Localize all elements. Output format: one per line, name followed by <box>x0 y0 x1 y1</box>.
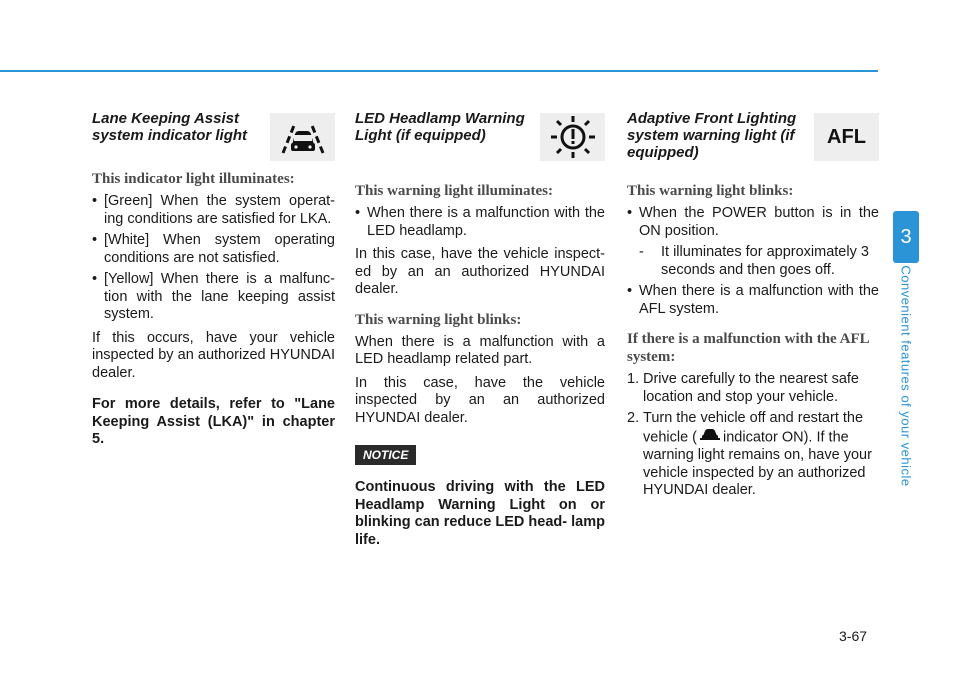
vehicle-indicator-icon <box>700 428 720 448</box>
chapter-title-vertical: Convenient features of your vehicle <box>898 265 914 487</box>
lane-keeping-assist-icon <box>270 113 335 161</box>
subheading-blinks: This warning light blinks: <box>355 311 522 328</box>
section-title-afl: Adaptive Front Lighting system warning light (if equipped) <box>627 110 797 161</box>
list-item: • When there is a malfunction with the AFL system. <box>627 283 879 318</box>
column-led-headlamp <box>355 110 605 555</box>
section-header-afl <box>627 110 879 182</box>
notice-badge: NOTICE <box>355 445 416 465</box>
subheading-illuminates: This indicator light illuminates: <box>92 171 295 187</box>
paragraph: In this case, have the vehicle inspected by an an authorized HYUNDAI dealer. <box>355 374 605 426</box>
led-headlamp-warning-icon <box>540 113 605 161</box>
section-title-led: LED Headlamp Warning Light (if equipped) <box>355 110 525 144</box>
section-header-led <box>355 110 605 170</box>
column-lka <box>92 110 335 455</box>
chapter-number: 3 <box>900 225 912 248</box>
afl-icon-label: AFL <box>827 125 866 148</box>
step-2 <box>627 410 879 500</box>
page-number: 3-67 <box>839 628 868 644</box>
subheading-blinks: This warning light blinks: <box>627 183 794 199</box>
column-afl <box>627 110 879 504</box>
bullet-list <box>627 283 879 318</box>
list-item: • When the POWER button is in the ON position. <box>627 205 879 240</box>
subheading-illuminates: This warning light illuminates: <box>355 183 553 199</box>
section-title-lka: Lane Keeping Assist system indicator light <box>92 110 248 144</box>
step-text: Turn the vehicle off and restart the vehicle ( <box>643 410 864 446</box>
step-1 <box>627 371 879 406</box>
notice-text: Continuous driving with the LED Headlamp Warning Light on or blinking can reduce LED head- lamp life. <box>355 479 605 548</box>
step-number: 2. <box>627 410 640 426</box>
step-text: indicator ON). If the warning light remains on, have your vehicle inspected by an authorized HYUNDAI dealer. <box>643 429 872 498</box>
bullet-list <box>92 193 335 324</box>
sub-list-item-text: It illuminates for approximately 3 seconds and then goes off. <box>661 244 869 278</box>
sub-list-item <box>639 244 879 279</box>
section-header-lka <box>92 110 335 170</box>
step-number: 1. <box>627 371 640 387</box>
chapter-tab <box>893 211 919 263</box>
step-text: Drive carefully to the nearest safe location and stop your vehicle. <box>643 371 859 405</box>
header-rule <box>0 70 878 72</box>
subheading-malfunction: If there is a malfunction with the AFL system: <box>627 331 869 365</box>
dash-marker: - <box>639 244 644 260</box>
list-item: • When there is a malfunction with the LED headlamp. <box>355 205 605 240</box>
paragraph: In this case, have the vehicle inspect- ed by an an authorized HYUNDAI dealer. <box>355 246 605 297</box>
bullet-list <box>627 205 879 240</box>
afl-warning-icon <box>814 113 879 161</box>
list-item: • [White] When system operating conditions are not satisfied. <box>92 232 335 267</box>
reference-note: For more details, refer to "Lane Keeping Assist (LKA)" in chapter 5. <box>92 396 335 447</box>
bullet-list <box>355 205 605 240</box>
paragraph: When there is a malfunction with a LED headlamp related part. <box>355 333 605 367</box>
paragraph: If this occurs, have your vehicle inspected by an authorized HYUNDAI dealer. <box>92 329 335 381</box>
list-item: • [Yellow] When there is a malfunc- tion with the lane keeping assist system. <box>92 271 335 324</box>
list-item: • [Green] When the system operat- ing conditions are satisfied for LKA. <box>92 193 335 228</box>
